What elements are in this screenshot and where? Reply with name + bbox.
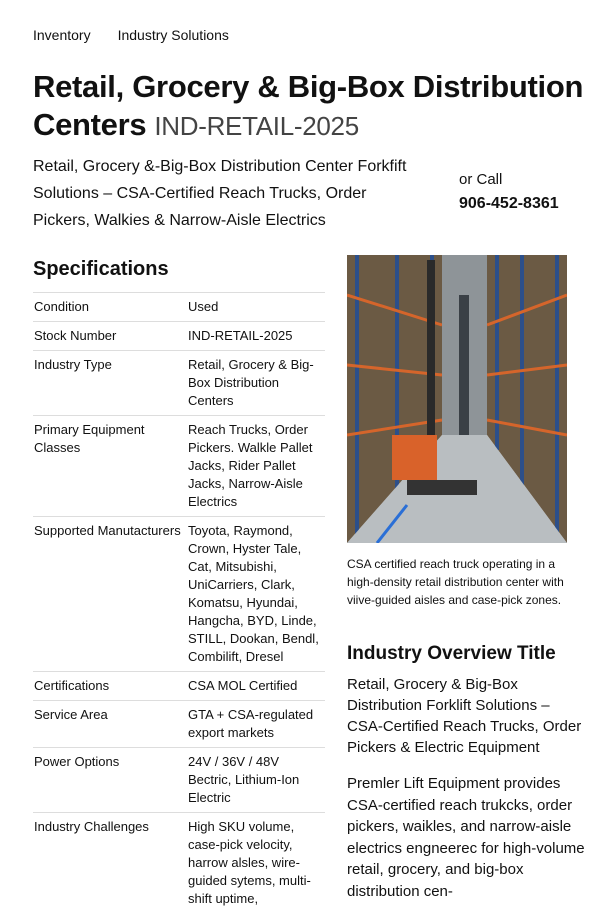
spec-value: Used: [187, 293, 325, 322]
spec-label: Primary Equipment Classes: [33, 416, 187, 517]
top-nav: [33, 27, 229, 43]
title-text: Retail, Grocery & Big-Box Distribution Centers: [33, 69, 583, 142]
spec-row: [33, 293, 325, 322]
spec-label: Service Area: [33, 701, 187, 748]
overview-heading: Industry Overview Title: [347, 643, 556, 665]
spec-row: [33, 517, 325, 672]
page-subtitle: Retail, Grocery &-Big-Box Distribution Center Forkfift Solutions – CSA-Certified Reach Trucks, Order Pickers, Walkies & Narrow-Aisle Electrics: [33, 153, 413, 234]
spec-label: Power Options: [33, 748, 187, 813]
specifications-table: [33, 292, 325, 913]
spec-label: Condition: [33, 293, 187, 322]
spec-value: Reach Trucks, Order Pickers. Walkle Pallet Jacks, Rider Pallet Jacks, Narrow-Aisle Electrics: [187, 416, 325, 517]
spec-row: [33, 322, 325, 351]
spec-label: Supported Manutacturers: [33, 517, 187, 672]
page-title: [33, 68, 593, 145]
spec-row: [33, 351, 325, 416]
spec-row: [33, 416, 325, 517]
spec-value: GTA + CSA-regulated export markets: [187, 701, 325, 748]
spec-row: [33, 748, 325, 813]
spec-label: Industry Challenges: [33, 813, 187, 913]
spec-value: Retail, Grocery & Big-Box Distribution Centers: [187, 351, 325, 416]
call-label: or Call: [459, 168, 559, 192]
overview-body: Premler Lift Equipment provides CSA-certified reach trukcks, order pickers, waikles, and narrow-aisle electrics engneerec for high-volume retail, grocery, and big-box distribution cen-: [347, 773, 587, 902]
stock-code: IND-RETAIL-2025: [154, 111, 359, 141]
phone-link[interactable]: 906-452-8361: [459, 192, 559, 216]
spec-row: [33, 672, 325, 701]
nav-inventory[interactable]: Inventory: [33, 27, 91, 43]
warehouse-photo: [347, 255, 567, 543]
spec-value: IND-RETAIL-2025: [187, 322, 325, 351]
spec-row: [33, 813, 325, 913]
overview-tagline: Retail, Grocery & Big-Box Distribution Forklift Solutions – CSA-Certified Reach Trucks, Order Pickers & Electric Equipment: [347, 674, 587, 758]
spec-label: Stock Number: [33, 322, 187, 351]
spec-value: High SKU volume, case-pick velocity, harrow alsles, wire-guided sytems, multi-shift uptime,: [187, 813, 325, 913]
spec-value: 24V / 36V / 48V Bectric, Lithium-Ion Electric: [187, 748, 325, 813]
specifications-heading: Specifications: [33, 258, 169, 281]
photo-caption: CSA certified reach truck operating in a high-density retail distribution center with viive-guided aisles and case-pick zones.: [347, 555, 572, 609]
nav-industry-solutions[interactable]: Industry Solutions: [118, 27, 229, 43]
spec-label: Industry Type: [33, 351, 187, 416]
spec-row: [33, 701, 325, 748]
spec-value: Toyota, Raymond, Crown, Hyster Tale, Cat, Mitsubishi, UniCarriers, Clark, Komatsu, Hyundai, Hangcha, BYD, Linde, STILL, Dookan, Bendl, Combilift, Dresel: [187, 517, 325, 672]
call-block: [459, 168, 559, 216]
spec-label: Certifications: [33, 672, 187, 701]
spec-value: CSA MOL Certified: [187, 672, 325, 701]
